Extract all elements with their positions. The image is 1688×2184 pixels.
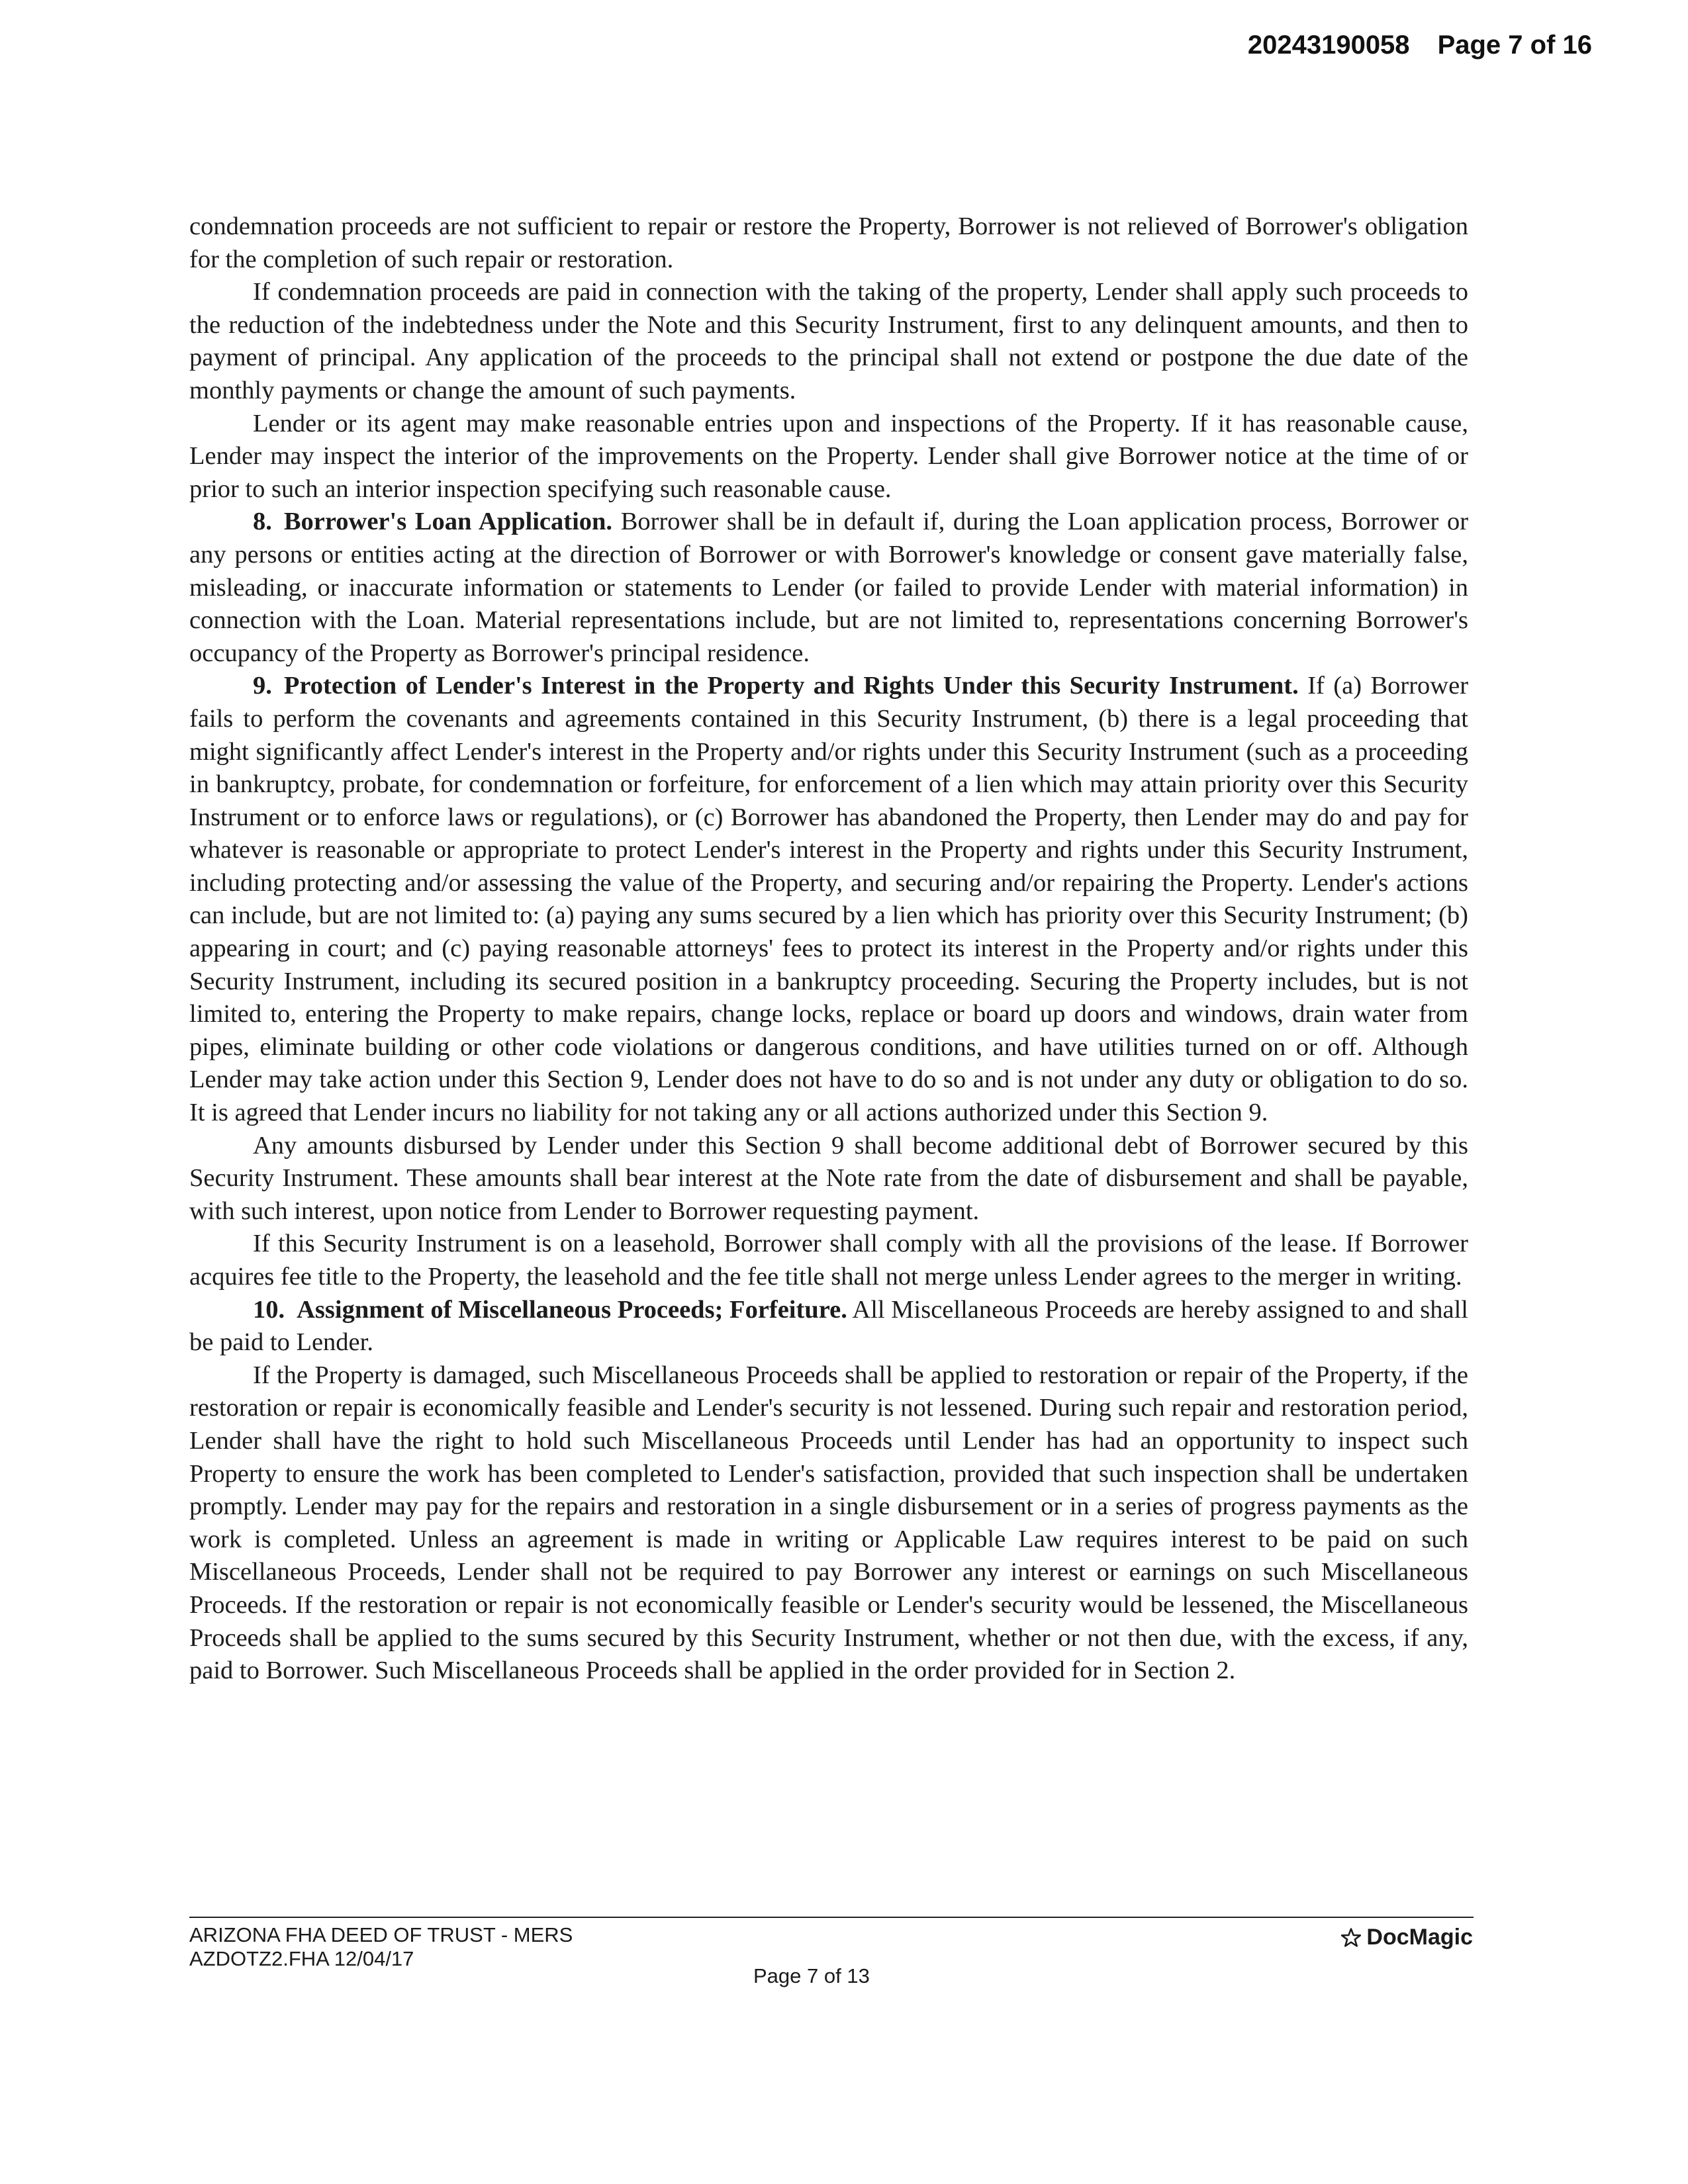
footer-page-number: Page 7 of 13 <box>753 1964 870 1987</box>
recording-header <box>1248 30 1592 60</box>
footer-divider <box>189 1917 1474 1918</box>
section-8-title: Borrower's Loan Application. <box>283 508 613 536</box>
section-10-title: Assignment of Miscellaneous Proceeds; Forfeiture. <box>297 1295 847 1324</box>
section-10-text: All Miscellaneous Proceeds are hereby assigned to and shall be paid to Lender. <box>189 1295 1468 1357</box>
paragraph-leasehold: If this Security Instrument is on a leasehold, Borrower shall comply with all the provisions of the lease. If Borrower acquires fee title to the Property, the leasehold and the fee title shall not merge unless Lender agrees to the merger in writing. <box>189 1230 1468 1291</box>
section-10-number: 10. <box>253 1295 285 1324</box>
paragraph-continuation: condemnation proceeds are not sufficient to repair or restore the Property, Borrower is not relieved of Borrower's obligation for the completion of such repair or restoration. <box>189 212 1468 273</box>
footer-form-code: AZDOTZ2.FHA 12/04/17 <box>189 1947 414 1970</box>
footer-brand <box>1340 1925 1473 1950</box>
section-9-title: Protection of Lender's Interest in the Property and Rights Under this Security Instrument. <box>283 672 1299 700</box>
recording-page-label: Page 7 of 16 <box>1437 30 1592 60</box>
section-8-text: Borrower shall be in default if, during the Loan application process, Borrower or any persons or entities acting at the direction of Borrower or with Borrower's knowledge or consent gave materially false, misleading, or inaccurate information or statements to Lender (or failed to provide Lender with material information) in connection with the Loan. Material representations include, but are not limited to, representations concerning Borrower's occupancy of the Property as Borrower's principal residence. <box>189 508 1469 667</box>
paragraph-property-damaged: If the Property is damaged, such Miscellaneous Proceeds shall be applied to restoration or repair of the Property, if the restoration or repair is economically feasible and Lender's security is not lessened. During such repair and restoration period, Lender shall have the right to hold such Miscellaneous Proceeds until Lender has had an opportunity to inspect such Property to ensure the work has been completed to Lender's satisfaction, provided that such inspection shall be undertaken promptly. Lender may pay for the repairs and restoration in a single disbursement or in a series of progress payments as the work is completed. Unless an agreement is made in writing or Applicable Law requires interest to be paid on such Miscellaneous Proceeds, Lender shall not be required to pay Borrower any interest or earnings on such Miscellaneous Proceeds. If the restoration or repair is not economically feasible or Lender's security would be lessened, the Miscellaneous Proceeds shall be applied to the sums secured by this Security Instrument, whether or not then due, with the excess, if any, paid to Borrower. Such Miscellaneous Proceeds shall be applied in the order provided for in Section 2. <box>189 1361 1468 1685</box>
paragraph-inspections: Lender or its agent may make reasonable entries upon and inspections of the Property. If it has reasonable cause, Lender may inspect the interior of the improvements on the Property. Lender shall give Borrower notice at the time of or prior to such an interior inspection specifying such reasonable cause. <box>189 409 1468 503</box>
paragraph-condemnation-proceeds: If condemnation proceeds are paid in connection with the taking of the property, Lender shall apply such proceeds to the reduction of the indebtedness under the Note and this Security Instrument, first to any delinquent amounts, and then to payment of principal. Any application of the proceeds to the principal shall not extend or postpone the due date of the monthly payments or change the amount of such payments. <box>189 278 1468 404</box>
footer-brand-name: DocMagic <box>1366 1925 1473 1950</box>
footer-form-info <box>189 1923 573 1971</box>
section-10 <box>189 1294 1468 1359</box>
section-8 <box>189 506 1468 670</box>
section-9 <box>189 670 1468 1129</box>
recording-number: 20243190058 <box>1247 30 1410 60</box>
section-9-number: 9. <box>253 672 272 700</box>
paragraph-disbursed-amounts: Any amounts disbursed by Lender under this Section 9 shall become additional debt of Borrower secured by this Security Instrument. These amounts shall bear interest at the Note rate from the date of disbursement and shall be payable, with such interest, upon notice from Lender to Borrower requesting payment. <box>189 1131 1468 1225</box>
section-9-text: If (a) Borrower fails to perform the covenants and agreements contained in this Security Instrument, (b) there is a legal proceeding that might significantly affect Lender's interest in the Property and/or rights under this Security Instrument (such as a proceeding in bankruptcy, probate, for condemnation or forfeiture, for enforcement of a lien which may attain priority over this Security Instrument or to enforce laws or regulations), or (c) Borrower has abandoned the Property, then Lender may do and pay for whatever is reasonable or appropriate to protect Lender's interest in the Property and rights under this Security Instrument, including protecting and/or assessing the value of the Property, and securing and/or repairing the Property. Lender's actions can include, but are not limited to: (a) paying any sums secured by a lien which has priority over this Security Instrument; (b) appearing in court; and (c) paying reasonable attorneys' fees to protect its interest in the Property and/or rights under this Security Instrument, including its secured position in a bankruptcy proceeding. Securing the Property includes, but is not limited to, entering the Property to make repairs, change locks, replace or board up doors and windows, drain water from pipes, eliminate building or other code violations or dangerous conditions, and have utilities turned on or off. Although Lender may take action under this Section 9, Lender does not have to do so and is not under any duty or obligation to do so. It is agreed that Lender incurs no liability for not taking any or all actions authorized under this Section 9. <box>189 672 1469 1127</box>
document-body <box>189 210 1468 1688</box>
section-8-number: 8. <box>253 508 272 536</box>
footer-form-title: ARIZONA FHA DEED OF TRUST - MERS <box>189 1923 573 1946</box>
star-outline-icon <box>1340 1927 1362 1949</box>
